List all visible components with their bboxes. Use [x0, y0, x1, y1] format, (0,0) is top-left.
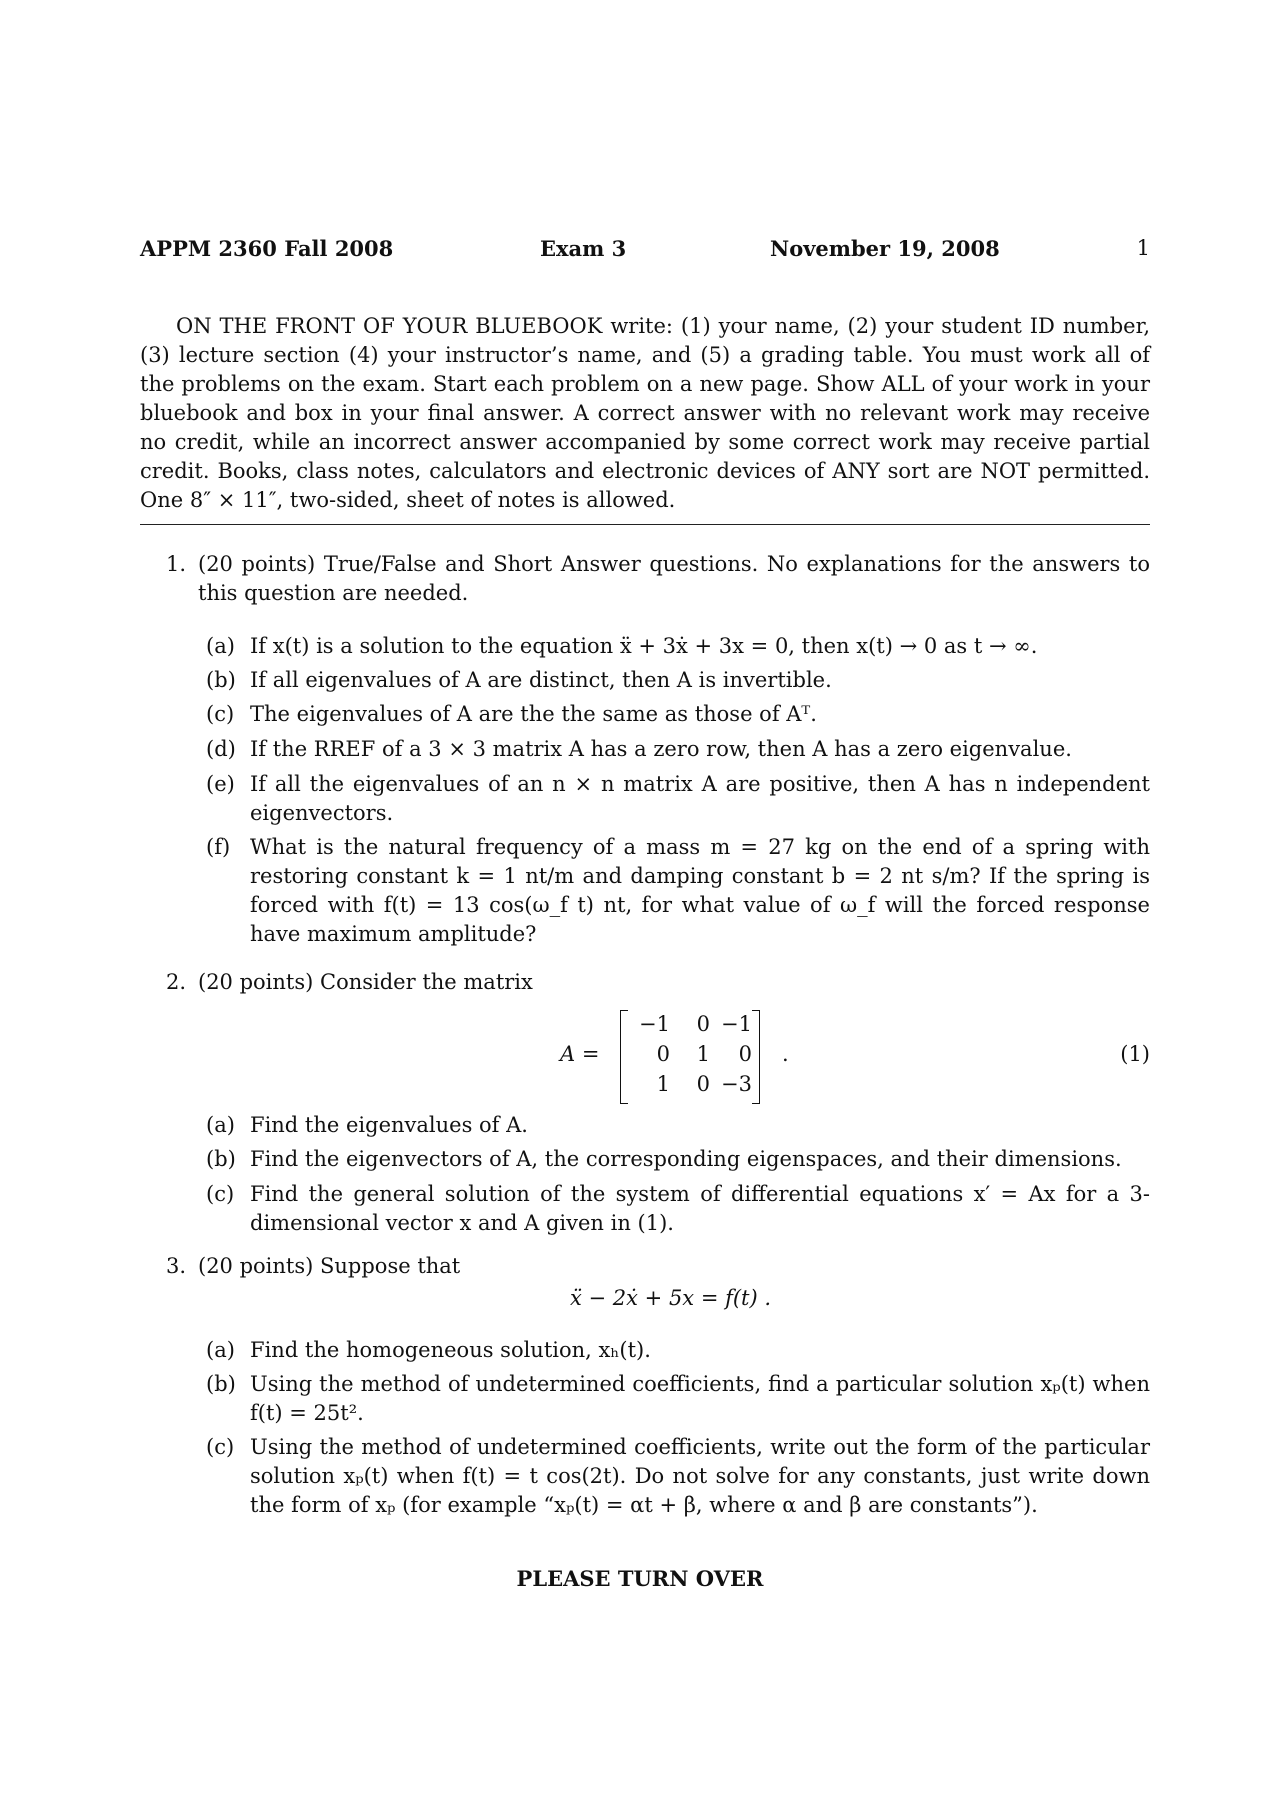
part-item [206, 1145, 1150, 1174]
problem-number: 2. [166, 970, 187, 994]
matrix-cell: 0 [656, 1042, 670, 1066]
part-item [206, 1370, 1150, 1428]
part-label: (a) [206, 1338, 235, 1362]
part-label: (a) [206, 634, 235, 658]
part-label: (b) [206, 1147, 236, 1171]
matrix-cell: −3 [721, 1072, 752, 1096]
matrix-cell: 0 [738, 1042, 752, 1066]
part-label: (c) [206, 702, 235, 726]
page-number: 1 [1136, 236, 1150, 260]
instructions-paragraph: ON THE FRONT OF YOUR BLUEBOOK write: (1) your name, (2) your student ID number, (3) lecture section (4) your instructor’s name, and (5) a grading table. You must work all of the problems on the exam. Start each problem on a new page. Show ALL of your work in your bluebook and box in your final answer. A correct answer with no relevant work may receive no credit, while an incorrect answer accompanied by some correct work may receive partial credit. Books, class notes, calculators and electronic devices of ANY sort are NOT permitted. One 8″ × 11″, two-sided, sheet of notes is allowed. [140, 314, 1150, 512]
part-text: Find the homogeneous solution, xₕ(t). [250, 1338, 651, 1362]
matrix-cell: 1 [656, 1072, 670, 1096]
matrix-a [620, 1008, 760, 1104]
right-bracket [752, 1010, 760, 1104]
part-item [206, 833, 1150, 949]
matrix-cell: −1 [639, 1012, 670, 1036]
exam-date: November 19, 2008 [770, 236, 1000, 261]
part-item [206, 632, 1150, 661]
matrix-cell: 0 [696, 1012, 710, 1036]
part-text: If all eigenvalues of A are distinct, then A is invertible. [250, 668, 832, 692]
part-text: What is the natural frequency of a mass m = 27 kg on the end of a spring with restoring constant k = 1 nt/m and damping constant b = 2 nt s/m? If the spring is forced with f(t) = 13 cos(ω_f t) nt, for what value of ω_f will the forced response have maximum amplitude? [250, 835, 1150, 946]
problem-number: 3. [166, 1254, 187, 1278]
problem-statement: (20 points) Suppose that [198, 1254, 461, 1278]
part-label: (c) [206, 1435, 235, 1459]
equation-number: (1) [1120, 1042, 1150, 1066]
matrix-equation [560, 1008, 1150, 1104]
matrix-cell: 1 [696, 1042, 710, 1066]
part-text: If x(t) is a solution to the equation ẍ + 3ẋ + 3x = 0, then x(t) → 0 as t → ∞. [250, 634, 1038, 658]
part-label: (c) [206, 1182, 235, 1206]
problem-statement: (20 points) True/False and Short Answer questions. No explanations for the answers to this question are needed. [198, 552, 1150, 605]
part-item [206, 1180, 1150, 1238]
part-text: The eigenvalues of A are the the same as those of Aᵀ. [250, 702, 817, 726]
part-label: (d) [206, 737, 236, 761]
part-text: If all the eigenvalues of an n × n matrix A are positive, then A has n independent eigenvectors. [250, 772, 1150, 825]
part-text: If the RREF of a 3 × 3 matrix A has a zero row, then A has a zero eigenvalue. [250, 737, 1072, 761]
part-text: Find the eigenvalues of A. [250, 1113, 528, 1137]
matrix-lhs: A = [560, 1042, 600, 1066]
part-item [206, 770, 1150, 828]
part-text: Find the general solution of the system of differential equations x′ = Ax for a 3-dimensional vector x and A given in (1). [250, 1182, 1150, 1235]
matrix-cell: 0 [696, 1072, 710, 1096]
problem-2 [166, 968, 1150, 997]
matrix-cell: −1 [721, 1012, 752, 1036]
part-item [206, 700, 1150, 729]
problem-number: 1. [166, 552, 187, 576]
part-label: (a) [206, 1113, 235, 1137]
exam-title: Exam 3 [540, 236, 627, 261]
part-text: Find the eigenvectors of A, the corresponding eigenspaces, and their dimensions. [250, 1147, 1122, 1171]
part-item [206, 666, 1150, 695]
part-label: (f) [206, 835, 231, 859]
part-item [206, 1111, 1150, 1140]
part-label: (b) [206, 668, 236, 692]
part-item [206, 1433, 1150, 1520]
course-title: APPM 2360 Fall 2008 [140, 236, 394, 261]
please-turn-over: PLEASE TURN OVER [516, 1566, 764, 1591]
matrix-trailer: . [782, 1042, 789, 1066]
problem-3 [166, 1252, 1150, 1281]
part-label: (b) [206, 1372, 236, 1396]
part-label: (e) [206, 772, 235, 796]
part-text: Using the method of undetermined coefficients, write out the form of the particular solution xₚ(t) when f(t) = t cos(2t). Do not solve for any constants, just write down the form of xₚ (for example “xₚ(t) = αt + β, where α and β are constants”). [250, 1435, 1150, 1517]
part-item [206, 1336, 1150, 1365]
part-item [206, 735, 1150, 764]
page-header [140, 236, 1150, 266]
problem-1 [166, 550, 1150, 608]
left-bracket [620, 1010, 628, 1104]
part-text: Using the method of undetermined coefficients, find a particular solution xₚ(t) when f(t) = 25t². [250, 1372, 1150, 1425]
ode-equation: ẍ − 2ẋ + 5x = f(t) . [570, 1286, 772, 1310]
divider-rule [140, 524, 1150, 525]
problem-statement: (20 points) Consider the matrix [198, 970, 533, 994]
